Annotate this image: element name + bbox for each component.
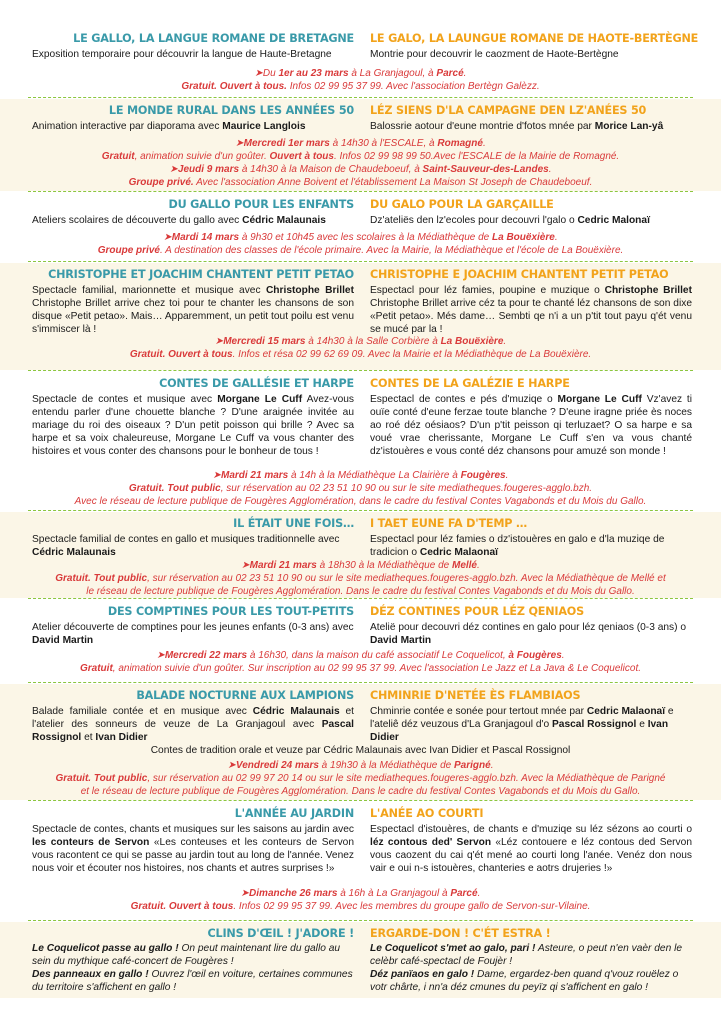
event-info bbox=[28, 67, 693, 93]
tip-french bbox=[32, 942, 354, 968]
text-run: à La Granjagoul, à bbox=[348, 68, 437, 79]
emphasis-text: Mardi 21 mars bbox=[220, 470, 289, 481]
text-run: et l'atelier des sonneurs de veuze de La Granjagoul avec bbox=[32, 706, 355, 730]
event-info bbox=[28, 137, 693, 189]
text-run: ➤ bbox=[214, 336, 224, 347]
emphasis-text: Dimanche 26 mars bbox=[249, 888, 338, 899]
emphasis-text: Mercredi 15 mars bbox=[223, 336, 306, 347]
emphasis-text: Pascal Rossignol bbox=[32, 719, 354, 743]
event-title-french: LE MONDE RURAL DANS LES ANNÉES 50 bbox=[108, 104, 354, 117]
event-info-line bbox=[28, 80, 693, 93]
text-run: à 14h30 à la Salle Corbière à bbox=[305, 336, 441, 347]
text-run: ➤ bbox=[163, 232, 172, 243]
text-run: Vz'avez ti ouïe conté d'eune ferzae toute blanche ? D'eune iragne priée ès noces ao roé déz oésiaos? D'un p'tit peisson qi terluzaet? O sa harpe e sa voué vrae cherissante, Morgane Le Cuff s'en va vous chanté dz'istouères e vous conté déz chansons pour amuzé son monde ! bbox=[370, 394, 693, 457]
text-run: à 14h à la Médiathèque La Clairière à bbox=[288, 470, 461, 481]
text-run: Avez-vous entendu parler d'une chouette blanche ? D'une araignée invitée au mariage du roi des oiseaux ? D'un petit poisson qui brille ? Avec sa harpe et sa voix chaleureuse, Morgane Le Cuff va vous chanter des histoires et vous conter des chansons pour le bonheur de tous ! bbox=[32, 394, 355, 457]
event-title-gallo: CONTES DE LA GALÉZIE E HARPE bbox=[370, 377, 570, 390]
text-run: Espectacl pour léz famies, poupine e muzique o bbox=[370, 285, 605, 296]
text-run: le réseau de lecture publique de Fougères Agglomération. Dans le cadre du festival Contes Vagabonds et du Mois du Gallo. bbox=[86, 586, 635, 597]
event-description-gallo bbox=[370, 823, 692, 875]
text-run: ➤ bbox=[241, 560, 250, 571]
event-info-line bbox=[28, 585, 693, 598]
emphasis-text: Morgane Le Cuff bbox=[217, 394, 303, 405]
emphasis-text: Ouvert à tous bbox=[269, 151, 334, 162]
emphasis-text: Christophe Brillet bbox=[265, 285, 354, 296]
text-run: Espectacl de contes e pés d'muziqe o bbox=[370, 394, 558, 405]
event-info-line bbox=[28, 559, 693, 572]
emphasis-text: les conteurs de Servon bbox=[32, 837, 150, 848]
text-run: . bbox=[503, 336, 507, 347]
event-title-gallo: CHMINRIE D'NETÉE ÈS FLAMBIAOS bbox=[370, 689, 581, 702]
event-description-french bbox=[32, 120, 354, 133]
text-run: . bbox=[463, 68, 467, 79]
emphasis-text: Cedric Malaonaï bbox=[419, 547, 498, 558]
text-run: ➤ bbox=[227, 760, 236, 771]
tips-title-french: CLINS D'ŒIL ! J'ADORE ! bbox=[207, 927, 354, 940]
text-run: à 16h30, dans la maison du café associatif Le Coquelicot, bbox=[247, 650, 509, 661]
emphasis-text: Cédric Malaunais bbox=[242, 215, 326, 226]
emphasis-text: Maurice Langlois bbox=[222, 121, 306, 132]
event-info-line bbox=[28, 649, 693, 662]
text-run: Espectacl d'istouères, de chants e d'muziqe su léz sézons ao courti o bbox=[370, 824, 692, 835]
event-info bbox=[28, 649, 693, 675]
emphasis-text: Fougères bbox=[460, 470, 506, 481]
tip-heading: Le Coquelicot s'met ao galo, pari ! bbox=[370, 943, 536, 954]
emphasis-text: Gratuit. Tout public bbox=[128, 483, 221, 494]
event-info-line bbox=[28, 469, 693, 482]
emphasis-text: Gratuit. Ouvert à tous. bbox=[181, 81, 287, 92]
section-divider bbox=[28, 97, 693, 98]
emphasis-text: David Martin bbox=[32, 635, 94, 646]
event-info bbox=[28, 759, 693, 798]
event-title-french: CONTES DE GALLÉSIE ET HARPE bbox=[159, 377, 354, 390]
event-title-gallo: CHRISTOPHE E JOACHIM CHANTENT PETIT PETAO bbox=[370, 268, 669, 281]
text-run: , sur réservation au 02 23 51 10 90 ou sur le site mediatheques.fougeres-agglo.bzh. bbox=[220, 483, 593, 494]
text-run: Christophe Brillet arrive céz ta pour te chanté léz chansons de son dixe «Petit petao». Més dame… Sembti qe n'i a un p'tit tout payu q'ét venu se mucé par la ! bbox=[370, 298, 692, 335]
emphasis-text: Mellé bbox=[451, 560, 477, 571]
event-section bbox=[0, 372, 721, 510]
emphasis-text: Pascal Rossignol bbox=[551, 719, 637, 730]
text-run: ➤ bbox=[156, 650, 165, 661]
event-info-line bbox=[28, 137, 693, 150]
text-run: . Infos et résa 02 99 62 69 09. Avec la Mairie et la Médiathèque de La Bouëxière. bbox=[232, 349, 592, 360]
emphasis-text: Saint-Sauveur-des-Landes bbox=[422, 164, 549, 175]
emphasis-text: Jeudi 9 mars bbox=[177, 164, 240, 175]
text-run: et le réseau de lecture publique de Fougères Agglomération. Dans le cadre du festival Contes Vagabonds et du Mois du Gallo. bbox=[80, 786, 641, 797]
emphasis-text: La Bouëxière bbox=[440, 336, 504, 347]
event-title-gallo: DÉZ CONTINES POUR LÉZ QENIAOS bbox=[370, 605, 584, 618]
text-run: «Léz contouere e léz contous ded Servon vous caozent du cai q'ét mené ao courti long l'anée. Venéz don nous vair e oui n-s istouères, chanteries e aotrs drujeries !» bbox=[370, 837, 692, 874]
event-info-line bbox=[28, 244, 693, 257]
event-description-french bbox=[32, 705, 354, 744]
emphasis-text: Groupe privé. bbox=[128, 177, 194, 188]
event-info-line bbox=[28, 572, 693, 585]
event-section bbox=[0, 684, 721, 800]
event-info-line bbox=[28, 163, 693, 176]
text-run: Avec le réseau de lecture publique de Fougères Agglomération, dans le cadre du festival Contes Vagabonds et du Mois du Gallo. bbox=[74, 496, 647, 507]
event-info-line bbox=[28, 772, 693, 785]
text-run: Christophe Brillet arrive chez toi pour te chanter les chansons de son disque «Petit petao». Mais… Apparemment, un petit tout poilu est venu s'immiscer là ! bbox=[32, 298, 354, 335]
emphasis-text: Cédric Malaunais bbox=[32, 547, 116, 558]
event-title-french: CHRISTOPHE ET JOACHIM CHANTENT PETIT PETAO bbox=[48, 268, 354, 281]
event-title-french: IL ÉTAIT UNE FOIS… bbox=[233, 517, 354, 530]
event-info-line bbox=[28, 495, 693, 508]
event-info-line bbox=[28, 176, 693, 189]
tip-heading: Déz panïaos en galo ! bbox=[370, 969, 475, 980]
text-run: «Les conteuses et les conteurs de Servon vous racontent ce qui se passe au jardin tout au long de l'année. Venez nous voir et écouter nos histoires, nos chants et autres surprises !» bbox=[32, 837, 354, 874]
text-run: ➤ bbox=[235, 138, 244, 149]
event-title-french: LE GALLO, LA LANGUE ROMANE DE BRETAGNE bbox=[73, 32, 354, 45]
tip-text: Asteure, o peut n'en vaèr den le celèbr café-spectacl de Foujèr ! bbox=[370, 943, 683, 967]
text-run: , sur réservation au 02 23 51 10 90 ou sur le site mediatheques.fougeres-agglo.bzh. Avec la Médiathèque de Mellé et bbox=[147, 573, 666, 584]
emphasis-text: Morgane Le Cuff bbox=[557, 394, 642, 405]
event-info bbox=[28, 559, 693, 598]
text-run: . bbox=[482, 138, 486, 149]
event-info-line bbox=[28, 785, 693, 798]
event-info bbox=[28, 231, 693, 257]
event-title-gallo: LÉZ SIENS D'LA CAMPAGNE DEN LZ'ANÉES 50 bbox=[370, 104, 647, 117]
text-run: . bbox=[477, 888, 481, 899]
event-info-line bbox=[28, 887, 693, 900]
event-title-gallo: DU GALO POUR LA GARÇAILLE bbox=[370, 198, 554, 211]
tip-gallo bbox=[370, 942, 692, 968]
event-title-french: DES COMPTINES POUR LES TOUT-PETITS bbox=[107, 605, 354, 618]
event-title-french: L'ANNÉE AU JARDIN bbox=[234, 807, 354, 820]
emphasis-text: Mardi 21 mars bbox=[249, 560, 317, 571]
event-description-gallo bbox=[370, 120, 692, 133]
text-run: . bbox=[505, 470, 509, 481]
tip-heading: Des panneaux en gallo ! bbox=[32, 969, 149, 980]
text-run: ➤ bbox=[240, 888, 250, 899]
event-info-line bbox=[28, 335, 693, 348]
event-description-gallo bbox=[370, 621, 692, 647]
event-title-gallo: L'ANÉE AO COURTI bbox=[370, 807, 484, 820]
event-section bbox=[0, 802, 721, 920]
event-info-line bbox=[28, 482, 693, 495]
tip-gallo bbox=[370, 968, 692, 994]
text-run: , animation suivie d'un goûter. bbox=[134, 151, 270, 162]
event-description-french bbox=[32, 284, 354, 336]
event-section bbox=[0, 99, 721, 191]
text-run: ➤Du bbox=[254, 68, 279, 79]
emphasis-text: Cédric Malaunais bbox=[252, 706, 340, 717]
emphasis-text: Gratuit bbox=[101, 151, 135, 162]
tips-section bbox=[0, 922, 721, 998]
event-info bbox=[28, 335, 693, 361]
emphasis-text: La Bouëxière bbox=[492, 232, 555, 243]
text-run: et bbox=[81, 732, 96, 743]
event-info-line bbox=[28, 150, 693, 163]
event-info-line bbox=[28, 67, 693, 80]
event-note: Contes de tradition orale et veuze par Cédric Malaunais avec Ivan Didier et Pascal Rossignol bbox=[150, 745, 571, 756]
text-run: ➤ bbox=[212, 470, 221, 481]
section-divider bbox=[28, 920, 693, 921]
emphasis-text: Parcé bbox=[450, 888, 478, 899]
event-info bbox=[28, 469, 693, 508]
event-description-gallo bbox=[370, 284, 692, 336]
text-run: Spectacle de contes, chants et musiques sur les saisons au jardin avec bbox=[32, 824, 354, 835]
emphasis-text: Ivan Didier bbox=[370, 719, 669, 743]
emphasis-text: Gratuit. Tout public bbox=[55, 773, 148, 784]
text-run: . bbox=[548, 164, 552, 175]
text-run: Chminrie contée e sonée pour tertout mnée par bbox=[370, 706, 587, 717]
text-run: Spectacle familial de contes en gallo et musiques traditionnelle avec bbox=[32, 534, 340, 545]
section-divider bbox=[28, 598, 693, 599]
event-description-gallo bbox=[370, 533, 692, 559]
event-title-french: BALADE NOCTURNE AUX LAMPIONS bbox=[136, 689, 354, 702]
text-run: à 19h30 à la Médiathèque de bbox=[318, 760, 455, 771]
text-run: . bbox=[490, 760, 494, 771]
event-description-gallo bbox=[370, 705, 692, 744]
text-run: Atelië pour decouvri déz contines en galo pour léz qeniaos (0-3 ans) o bbox=[370, 622, 687, 633]
text-run: à 14h30 à l'ESCALE, à bbox=[329, 138, 438, 149]
text-run: à 18h30 à la Médiathèque de bbox=[316, 560, 452, 571]
event-description-french bbox=[32, 533, 354, 559]
section-divider bbox=[28, 191, 693, 192]
text-run: Atelier découverte de comptines pour les jeunes enfants (0-3 ans) avec bbox=[32, 622, 354, 633]
tips-title-gallo: ERGARDE-DON ! C'ÉT ESTRA ! bbox=[370, 927, 551, 940]
section-divider bbox=[28, 510, 693, 511]
text-run: e l'ateliê déz veuzous d'La Granjagoul d'o bbox=[370, 706, 674, 730]
emphasis-text: Vendredi 24 mars bbox=[235, 760, 319, 771]
event-description-french bbox=[32, 214, 354, 227]
text-run: Animation interactive par diaporama avec bbox=[32, 121, 223, 132]
tip-heading: Le Coquelicot passe au gallo ! bbox=[32, 943, 179, 954]
event-section bbox=[0, 263, 721, 370]
event-description-gallo bbox=[370, 393, 692, 458]
text-run: Infos 02 99 95 37 99. Avec l'association Bertègn Galèzz. bbox=[286, 81, 540, 92]
emphasis-text: 1er au 23 mars bbox=[278, 68, 349, 79]
text-run: . bbox=[561, 650, 565, 661]
text-run: Avec l'association Anne Boivent et l'établissement La Maison St Joseph de Chaudeboeuf. bbox=[193, 177, 593, 188]
text-run: . bbox=[477, 560, 480, 571]
text-run: , sur réservation au 02 99 97 20 14 ou sur le site mediatheques.fougeres-agglo.bzh. Avec la Médiathèque de Parigné bbox=[147, 773, 666, 784]
event-section bbox=[0, 600, 721, 682]
event-info-line bbox=[28, 231, 693, 244]
section-divider bbox=[28, 800, 693, 801]
emphasis-text: Christophe Brillet bbox=[604, 285, 692, 296]
event-info bbox=[28, 887, 693, 913]
text-run: Spectacle de contes et musique avec bbox=[32, 394, 218, 405]
tip-text: Ouvrez l'œil en voiture, certaines communes du territoire s'affichent en gallo ! bbox=[32, 969, 353, 993]
emphasis-text: Morice Lan-yâ bbox=[594, 121, 664, 132]
text-run: . Infos 02 99 95 37 99. Avec les membres du groupe gallo de Servon-sur-Vilaine. bbox=[233, 901, 591, 912]
text-run: à 9h30 et 10h45 avec les scolaires à la Médiathèque de bbox=[239, 232, 492, 243]
emphasis-text: Gratuit. Ouvert à tous bbox=[129, 349, 233, 360]
text-run: Balade familiale contée et en musique avec bbox=[32, 706, 253, 717]
text-run: . A destination des classes de l'école primaire. Avec la Mairie, la Médiathèque et l'école de La Bouëxière. bbox=[159, 245, 624, 256]
emphasis-text: Gratuit bbox=[80, 663, 113, 674]
event-section bbox=[0, 512, 721, 598]
event-description-french: Exposition temporaire pour découvrir la langue de Haute-Bretagne bbox=[32, 49, 332, 60]
event-description-gallo bbox=[370, 214, 692, 227]
event-info-line bbox=[28, 900, 693, 913]
text-run: . Infos 02 99 98 99 50.Avec l'ESCALE de la Mairie de Romagné. bbox=[333, 151, 620, 162]
emphasis-text: à Fougères bbox=[508, 650, 562, 661]
emphasis-text: Ivan Didier bbox=[95, 732, 148, 743]
text-run: Dz'ateliës den lz'ecoles pour decouvri l'galo o bbox=[370, 215, 578, 226]
emphasis-text: Mardi 14 mars bbox=[171, 232, 240, 243]
text-run: à 16h à La Granjagoul à bbox=[337, 888, 451, 899]
text-run: e bbox=[636, 719, 648, 730]
text-run: Ateliers scolaires de découverte du gallo avec bbox=[32, 215, 243, 226]
emphasis-text: Groupe privé bbox=[97, 245, 160, 256]
tip-text: Dame, ergardez-ben quand q'vouz rouëlez o votr chârte, i nn'a déz cmunes du peyïz qi s'affichent en galo ! bbox=[370, 969, 679, 993]
event-section bbox=[0, 32, 721, 100]
text-run: à 14h30 à la Maison de Chaudeboeuf, à bbox=[239, 164, 423, 175]
section-divider bbox=[28, 261, 693, 262]
event-title-french: DU GALLO POUR LES ENFANTS bbox=[168, 198, 354, 211]
emphasis-text: Gratuit. Ouvert à tous bbox=[130, 901, 234, 912]
event-title-gallo: I TAET EUNE FA D'TEMP … bbox=[370, 517, 527, 530]
event-info-line bbox=[28, 348, 693, 361]
emphasis-text: Parcé bbox=[436, 68, 464, 79]
section-divider bbox=[28, 682, 693, 683]
emphasis-text: Parigné bbox=[454, 760, 491, 771]
event-section bbox=[0, 193, 721, 261]
event-title-gallo: LE GALO, LA LAUNGUE ROMANE DE HAOTE-BERTÈGNE bbox=[370, 32, 699, 45]
emphasis-text: Gratuit. Tout public bbox=[55, 573, 148, 584]
tip-french bbox=[32, 968, 354, 994]
tip-text: On peut maintenant lire du gallo au sein du mythique café-concert de Fougères ! bbox=[32, 943, 341, 967]
event-info-line bbox=[28, 759, 693, 772]
event-description-gallo: Montrie pour decouvrir le caozment de Haote-Bertègne bbox=[370, 49, 619, 60]
emphasis-text: léz contous ded' Servon bbox=[370, 837, 492, 848]
event-description-french bbox=[32, 621, 354, 647]
text-run: Espectacl pour léz famies o dz'istouères en galo e d'la muziqe de tradicion o bbox=[370, 534, 665, 558]
emphasis-text: David Martin bbox=[370, 635, 432, 646]
emphasis-text: Mercredi 22 mars bbox=[164, 650, 248, 661]
emphasis-text: Romagné bbox=[437, 138, 483, 149]
emphasis-text: Cedric Malonaï bbox=[577, 215, 650, 226]
emphasis-text: Mercredi 1er mars bbox=[243, 138, 330, 149]
text-run: Balossrie aotour d'eune montrie d'fotos mnée par bbox=[370, 121, 595, 132]
emphasis-text: Cedric Malaonaï bbox=[586, 706, 666, 717]
text-run: ➤ bbox=[169, 164, 178, 175]
event-description-french bbox=[32, 393, 354, 458]
event-description-french bbox=[32, 823, 354, 875]
text-run: . bbox=[554, 232, 558, 243]
event-info-line bbox=[28, 662, 693, 675]
text-run: , animation suivie d'un goûter. Sur inscription au 02 99 95 37 99. Avec l'association Le Jazz et La Java & Le Coquelicot. bbox=[112, 663, 641, 674]
text-run: Spectacle familial, marionnette et musique avec bbox=[32, 285, 266, 296]
section-divider bbox=[28, 370, 693, 371]
